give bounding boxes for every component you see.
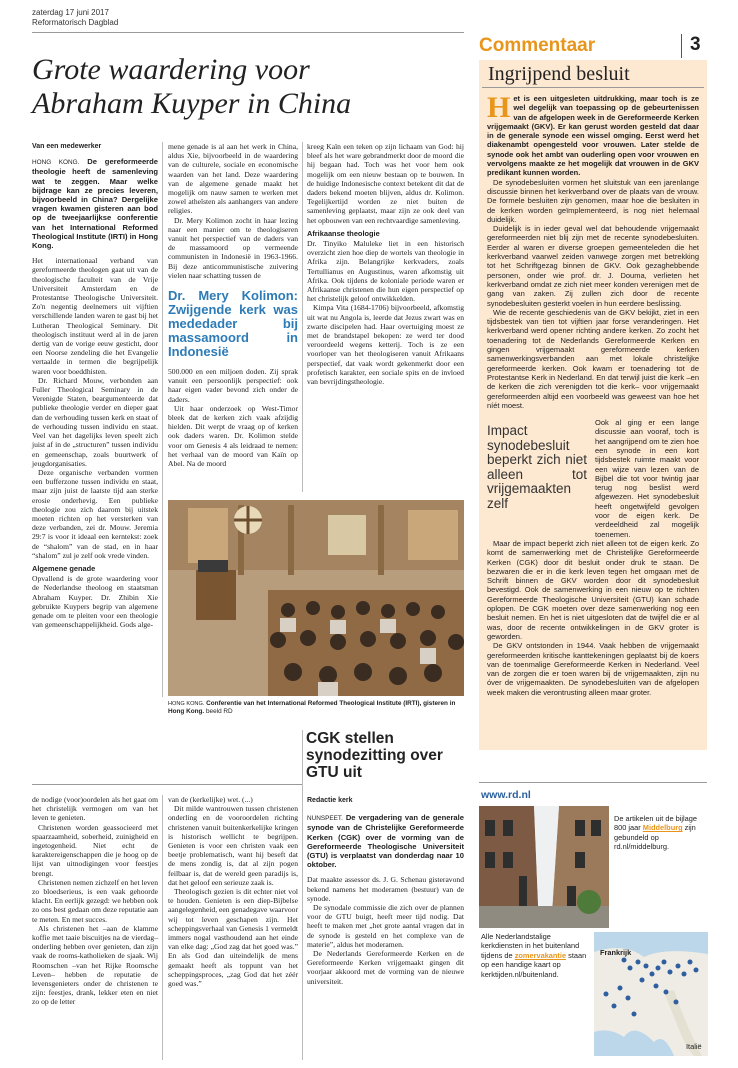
cgk-article bbox=[307, 796, 464, 986]
byline: Van een medewerker bbox=[32, 143, 102, 150]
vacation-promo bbox=[481, 932, 591, 979]
paragraph: Als christenen het –aan de klamme koffie met taaie biscuitjes na de vierdag– onderling hebben over genieten, dan zijn vaak de rooms-katholieken de sjaak. Wij Roomschen –van het Rijke Roomsche Leven– hebben de reputatie de levensgenieters onder de christenen te zijn: feestjes, drank, lekker eten en niet zo op de letter bbox=[32, 923, 158, 1007]
lead-text: De gereformeerde theologie heeft de samenleving wat te zeggen. Maar welke bijdrage kan ze precies leveren, bijvoorbeeld in China? Dergelijke vragen kwamen gisteren aan bod op de tweejaarlijkse conferentie van het International Reformed Theological Institute (IRTI) in Hong Kong. bbox=[32, 157, 158, 251]
church-map[interactable] bbox=[594, 932, 708, 1056]
commentary-lead bbox=[487, 91, 699, 178]
dropcap: H bbox=[487, 91, 511, 124]
headline-line2: Abraham Kuyper in China bbox=[32, 87, 352, 120]
impact-quote: Impact synodebesluit beperkt zich niet alleen tot vrijgemaakten zelf bbox=[487, 423, 587, 511]
paragraph: mene genade is al aan het werk in China, aldus Xie, bijvoorbeeld in de waardering van de culturele, sociale en economische waarden van het land. Deze waardering van de algemene genade maakt het mogelijk om nauw samen te werken met zowel atheïsten als aanhangers van andere religies. bbox=[168, 142, 298, 216]
paragraph: Dr. Tinyiko Maluleke liet in een historisch overzicht zien hoe diep de wortels van theologie in Afrika zijn. Belangrijke kerkvaders, zoals Tertullianus en Augustinus, waren afkomstig uit Afrika. Ook tijdens de koloniale periode waren er Afrikaanse christenen die hun eigen perspectief op het christelijk geloof ontwikkelden. bbox=[307, 239, 464, 304]
paragraph: Maar de impact beperkt zich niet alleen tot de eigen kerk. Zo komt de samenwerking met de Christelijke Gereformeerde Kerken (CGK) door dit besluit onder druk te staan. De bezwaren die er in die kerk leven tegen het omgaan met de Schrift binnen de GKV worden door dit synodebesluit bevestigd. Ook de samenwerking in een nieuw op te richten Gereformeerde Theologische Universiteit (GTU) kan schade oplopen. De CGK moeten over deze samenwerking nog een besluit nemen. En het is niet uitgesloten dat de twijfel die er al was, door de recente ontwikkelingen in de GKV groter is geworden. bbox=[487, 538, 699, 641]
conference-photo bbox=[168, 500, 464, 696]
commentary-body bbox=[487, 91, 699, 697]
paragraph: Dat maakte assessor ds. J. G. Schenau gisteravond bekend namens het moderamen (bestuur) van de synode. bbox=[307, 875, 464, 903]
paragraph: de nodige (voor)oordelen als het gaat om het christelijk vermogen om van het leven te genieten. bbox=[32, 795, 158, 823]
cgk-lead-text: De vergadering van de generale synode van de Christelijke Gereformeerde Kerken (CGK) over de vorming van de Gereformeerde Theologische Universiteit (GTU) is verplaatst van donderdag naar 10 oktober. bbox=[307, 813, 464, 870]
paragraph: Dit milde wantrouwen tussen christenen onderling en de vooroordelen richting christenen vanuit buitenkerkelijke kringen is historisch wellicht te begrijpen. Genieten is voor een christen vaak een beetje problematisch, want hij beseft dat de mens zondig is, dat al zijn pogen feilbaar is, dat de wereld geen paradijs is, dat het geloof een serieuze zaak is. bbox=[168, 804, 298, 887]
paragraph: van de (kerkelijke) wet. (...) bbox=[168, 795, 253, 804]
lead-place: HONG KONG. bbox=[32, 159, 80, 167]
middelburg-photo bbox=[479, 806, 609, 928]
column-divider bbox=[162, 142, 163, 697]
page-number-divider bbox=[681, 34, 682, 58]
paragraph: Opvallend is de grote waardering voor de Nederlandse theoloog en staatsman Abraham Kuyper. Dr. Zhibin Xie gebruikte Kuypers begrip van algemene genade om te pleiten voor een theologie van gemeenschappelijkheid. Gods alge- bbox=[32, 574, 158, 630]
article-column-1 bbox=[32, 142, 158, 629]
commentary-heading: Ingrijpend besluit bbox=[488, 63, 630, 85]
section-title: Commentaar bbox=[479, 35, 596, 56]
street-photo-image bbox=[479, 806, 609, 928]
promo2-text-after: staan op een handige kaart op kerktijden.nl/buitenland. bbox=[481, 950, 587, 979]
cgk-lead bbox=[307, 813, 464, 869]
page-number: 3 bbox=[690, 34, 701, 55]
column-divider bbox=[302, 730, 303, 1060]
subheading: Afrikaanse theologie bbox=[307, 228, 380, 238]
cgk-byline: Redactie kerk bbox=[307, 797, 353, 804]
article-column-2 bbox=[168, 142, 298, 468]
promo1-text-after: zijn gebundeld op rd.nl/middelburg. bbox=[614, 823, 696, 852]
lead-paragraph bbox=[32, 157, 158, 250]
pull-quote: Dr. Mery Kolimon: Zwijgende kerk was mededader bij massamoord in Indonesië bbox=[168, 288, 298, 360]
column-divider bbox=[162, 795, 163, 1060]
quote-block bbox=[487, 418, 699, 539]
map-label-france: Frankrijk bbox=[600, 948, 632, 957]
rdnl-rule bbox=[479, 782, 707, 783]
headline-line1: Grote waardering voor bbox=[32, 53, 310, 86]
bottom-column-2 bbox=[168, 795, 298, 988]
paragraph: 500.000 en een miljoen doden. Zij sprak vanuit een persoonlijk perspectief: ook haar eigen vader bevond zich onder de daders. bbox=[168, 367, 298, 404]
promo1-text: De artikelen uit de bijlage 800 jaar bbox=[614, 814, 697, 833]
paragraph: Het internationaal verband van gereformeerde theologen gaat uit van de theologische faculteit van de Vrije Universiteit Amsterdam en de Protestantse Theologische Universiteit. Zo'n negentig deelnemers uit vijftien verschillende landen waren te gast bij het Lutheran Theological Seminary. Dit theologisch instituut werd al in de jaren dertig van de vorige eeuw gesticht, door een Noorse zendeling die het Evangelie vertaalde in termen die begrijpelijk waren voor boeddhisten. bbox=[32, 256, 158, 376]
paragraph: Deze organische verbanden vormen een bufferzone tussen individu en staat, maar zijn juist de laatste tijd aan sterke erosie onderhevig. Een publieke theologie zou zich daarom bij uitstek moeten richten op het versterken van deze verbanden, zei dr. Mouw. Jeremia 29:7 is voor it ideaal een kerntekst: zoek de “shalom” van de stad, en in haar “shalom” zul je zelf ook vrede vinden. bbox=[32, 467, 158, 560]
conference-photo-image bbox=[168, 500, 464, 696]
masthead bbox=[32, 8, 118, 28]
photo-caption bbox=[168, 700, 464, 716]
paragraph: De Nederlands Gereformeerde Kerken en de Gereformeerde Kerken vrijgemaakt gingen dit voorjaar akkoord met de vorming van de nieuwe universiteit. bbox=[307, 949, 464, 986]
promo2-text: Alle Nederlandstalige kerkdiensten in het buitenland tijdens de bbox=[481, 932, 580, 960]
masthead-date: zaterdag 17 juni 2017 bbox=[32, 8, 109, 17]
paragraph: Dr. Mery Kolimon zocht in haar lezing naar een manier om te theologiseren vanuit het perspectief van de daders van de massamoord op vermeende communisten in Indonesië in 1963-1966. Bij deze anticommunistische zuivering vielen naar schatting tussen de bbox=[168, 215, 298, 280]
vacation-link[interactable]: zomervakantie bbox=[514, 950, 567, 960]
paragraph: Uit haar onderzoek op West-Timor bleek dat de kerken zich vaak afzijdig hielden. Dit werpt de vraag op of kerken ook daders waren. Dr. Kolimon stelde voor om Genesis 4 als leidraad te nemen: het verhaal van de moord van Kaïn op Abel. Na de moord bbox=[168, 403, 298, 469]
paragraph: Theologisch gezien is dit echter niet vol te houden. Genieten is een diep-Bijbelse aangelegenheid, een genadegave waarvoor wij tot leven geschapen zijn. Het scheppingsverhaal van Genesis 1 vermeldt immers nogal vasthoudend aan het einde van elke dag: „God zag dat het goed was.” En als God dan uiteindelijk de mens gemaakt heeft als toppunt van het scheppingsproces, „zag God dat het zéér goed was.” bbox=[168, 887, 298, 989]
article-column-3 bbox=[307, 142, 464, 386]
paragraph: Christenen worden geassocieerd met spaarzaamheid, soberheid, zuinigheid en ingetogenheid. Niet echt de karaktereigenschappen die je hoog op de lijst van uitnodigingen voor feestjes brengt. bbox=[32, 822, 158, 878]
middelburg-promo bbox=[614, 814, 708, 852]
cgk-lead-place: NUNSPEET. bbox=[307, 815, 343, 823]
paragraph: Wie de recente geschiedenis van de GKV bekijkt, ziet in een tijdsbestek van tien tot vijftien jaar forse veranderingen. Het kerkverband werd opener richting andere kerken. Zo zocht het toenadering tot de Nederlands Gereformeerde Kerken en gingen vrijgemaakt gereformeerde kerken samenwerkingsverbanden aan met lokale christelijke gereformeerde kerken. Ook kwam er toenadering tot de Protestantse Kerk in Nederland. En dat terwijl juist die kerk –en de kerken die zich verenigden tot die kerk– voor vrijgemaakt gereformeerden altijd een voorbeeld was geweest van hoe het níét moest. bbox=[487, 307, 699, 410]
section-rule bbox=[32, 784, 302, 785]
paragraph: Christenen nemen zichzelf en het leven zo bloedserieus, is een vaak gehoorde klacht. En eerlijk gezegd: we hebben ook zo ons best gedaan om deze reputatie aan te meten. En met succes. bbox=[32, 877, 158, 924]
top-rule bbox=[32, 32, 464, 33]
commentary-rule bbox=[482, 87, 704, 88]
caption-text: Conferentie van het International Reformed Theological Institute (IRTI), gisteren in Hong Kong. bbox=[168, 700, 456, 715]
photo-credit: beeld RD bbox=[206, 708, 233, 715]
paragraph: Duidelijk is in ieder geval wel dat behoudende vrijgemaakt gereformeerden niet blij zijn met de recente synodebesluiten. Eerder al waren er diverse groepen gemeenteleden die het kerkverband vaarwel zeiden vanwege zorgen met betrekking tot het Schriftgezag binnen de GKV. Ook gezaghebbende personen, onder wie prof. dr. J. Douma, verlieten het kerkverband omdat ze zich niet meer konden verenigen met de gang van zaken. Zij zullen zich door de recente synodebesluiten gesterkt voelen in hun eerdere beslissing. bbox=[487, 224, 699, 308]
commentary-lead-text: et is een uitgesleten uitdrukking, maar toch is ze wel degelijk van toepassing op de gebeurtenissen van de afgelopen week in de Gereformeerde Kerken vrijgemaakt (GKV). Er kan gerust worden gesteld dat daar in de generale synode een wissel omging. Eerst werd het diakenambt opengesteld voor vrouwen. Later stelde de synode ook het ambt van ouderling open voor vrouwen en vervolgens maakte ze het mogelijk dat vrouwen in de GKV predikant kunnen worden. bbox=[487, 94, 699, 178]
rdnl-title[interactable]: www.rd.nl bbox=[481, 789, 531, 801]
map-label-italy: Italië bbox=[686, 1042, 702, 1051]
subheading: Algemene genade bbox=[32, 563, 96, 573]
paragraph: De synodebesluiten vormen het sluitstuk van een jarenlange discussie binnen het kerkverband over de plaats van de vrouw. De formele besluiten zijn genomen, maar hoe die besluiten in de kerken worden geïmplementeerd, is nog niet helemaal duidelijk. bbox=[487, 177, 699, 224]
bottom-column-1 bbox=[32, 795, 158, 1007]
paragraph: De GKV ontstonden in 1944. Vaak hebben de vrijgemaakt gereformeerden kritische kanttekeningen geplaatst bij de koers van de toenmalige Gereformeerde Kerken in Nederland. Veel van de zorgen die er toen waren bij de vrijgemaakten, zijn nu óver de vrijgemaakten. De synodebesluiten van de afgelopen week maken die verontrusting alleen maar groter. bbox=[487, 641, 699, 697]
column-divider bbox=[302, 142, 303, 492]
paragraph: Dr. Richard Mouw, verbonden aan Fuller Theological Seminary in de Verenigde Staten, beargumenteerde dat publieke theologie verder en dieper gaat dan de verhouding tussen kerk en staat of de verhouding tussen individu en staat. Veel van het dagelijks leven speelt zich juist af in de „structuren” tussen individu en gemeenschap, zoals buurtwerk of jeugdorganisaties. bbox=[32, 375, 158, 468]
middelburg-link[interactable]: Middelburg bbox=[642, 823, 683, 833]
paragraph: De synodale commissie die zich over de plannen voor de GTU buigt, heeft meer tijd nodig. Dat heeft te maken met „het grote aantal vragen dat in de synode is gesteld en het complexe van de materie”, aldus het moderamen. bbox=[307, 903, 464, 949]
caption-place: HONG KONG. bbox=[168, 701, 205, 707]
side-paragraph: Ook al ging er een lange discussie aan vooraf, toch is het aangrijpend om te zien hoe een synode in een kort tijdsbestek ruimte maakt voor een wijze van lezen van de Bijbel die tot voor twintig jaar terug nog beslist werd afgewezen. Het synodebesluit heeft ongetwijfeld gevolgen voor de eigen kerk. De verdeeldheid zal mogelijk toenemen. bbox=[595, 418, 699, 539]
cgk-headline: CGK stellen synodezitting over GTU uit bbox=[306, 730, 443, 781]
paragraph: kreeg Kaïn een teken op zijn lichaam van God: hij bleef als het ware gebrandmerkt door de moord die hij begaan had. Toch was het voor hem ook mogelijk om een nieuw bestaan op te bouwen. In de huidige Indonesische context betekent dit dat de daders bekend moeten blijven, aldus dr. Kolimon. Tegelijkertijd worden ze niet buiten de samenleving geplaatst, maar zijn ze ook deel van het opbouwen van een rechtvaardige samenleving. bbox=[307, 142, 464, 225]
paragraph: Kimpa Vita (1684-1706) bijvoorbeeld, afkomstig uit wat nu Angola is, leerde dat Jezus zwart was en zwarte discipelen had. Haar overtuiging moest ze met de brandstapel bekopen: ze werd ter dood veroordeeld wegens ketterij. Toch is ze een voorloper van het theologiseren vanuit Afrikaans perspectief, dat vaak wordt gekenmerkt door een profetisch karakter, een sociale spits en de invloed van bevrijdingstheologie. bbox=[307, 303, 464, 387]
masthead-paper: Reformatorisch Dagblad bbox=[32, 18, 119, 27]
